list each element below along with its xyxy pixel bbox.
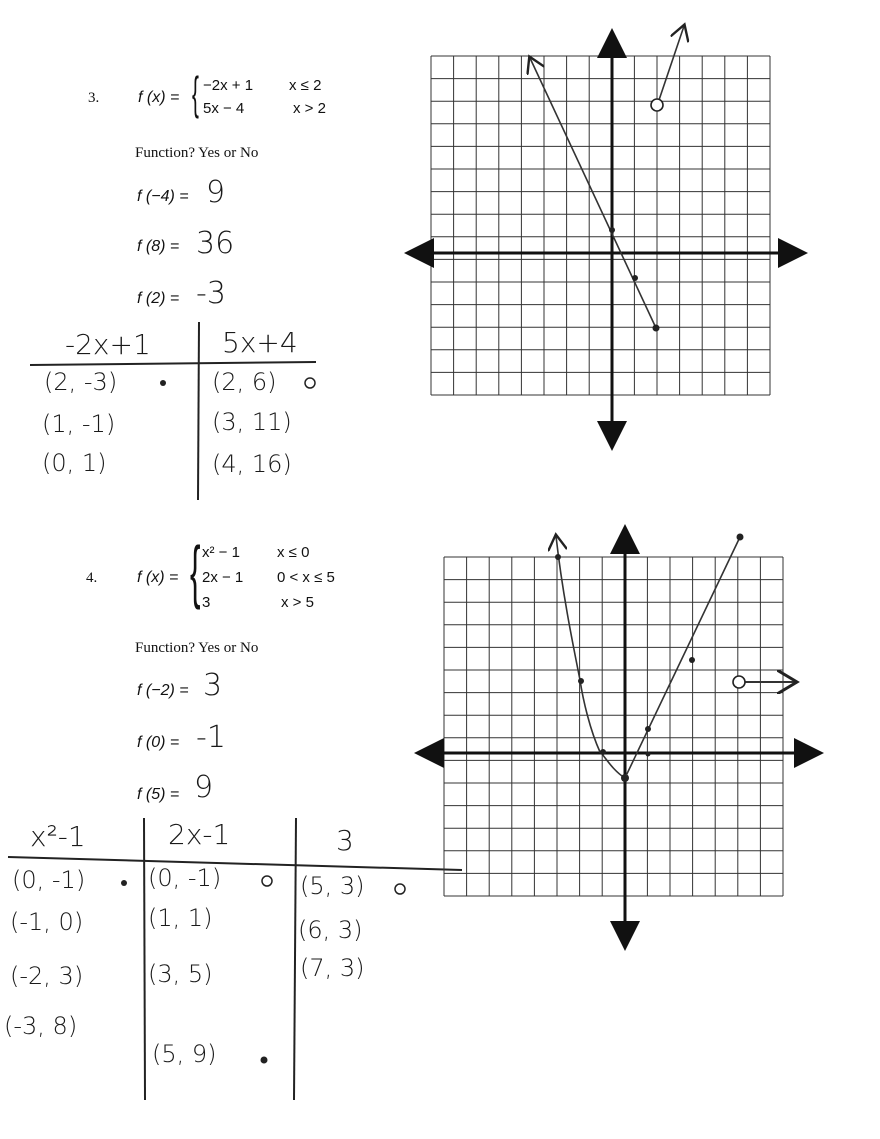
table-cell: (1, -1) xyxy=(42,410,116,438)
closed-point xyxy=(653,325,660,332)
piece-cond: 0 < x ≤ 5 xyxy=(277,569,335,586)
table-cell: (1, 1) xyxy=(148,904,213,932)
closed-point xyxy=(578,678,584,684)
open-point xyxy=(651,99,663,111)
table-cell: (-1, 0) xyxy=(10,908,84,936)
function-label: f (x) = xyxy=(137,569,179,586)
function-question: Function? Yes or No xyxy=(135,145,259,161)
eval-answer: 9 xyxy=(194,770,214,805)
eval-answer: 3 xyxy=(203,668,223,703)
open-dot-marker xyxy=(262,876,272,886)
open-point xyxy=(622,775,628,781)
table-cell: (4, 16) xyxy=(212,450,292,478)
closed-point xyxy=(600,749,606,755)
eval-answer: -3 xyxy=(196,276,226,311)
table-vline xyxy=(294,818,296,1100)
closed-dot-marker xyxy=(121,880,127,886)
coordinate-grid-3 xyxy=(431,56,770,395)
brace: { xyxy=(192,67,199,119)
function-question: Function? Yes or No xyxy=(135,640,259,656)
closed-dot-marker xyxy=(261,1057,268,1064)
table-cell: (6, 3) xyxy=(298,916,363,944)
coordinate-grid-4 xyxy=(444,557,783,896)
table-vline xyxy=(144,818,145,1100)
table-cell: (3, 5) xyxy=(148,960,213,988)
eval-label: f (2) = xyxy=(137,290,180,307)
table-cell: (3, 11) xyxy=(212,408,292,436)
table-header: -2x+1 xyxy=(65,328,151,361)
graph-line-segment xyxy=(625,537,740,778)
piece-cond: x > 5 xyxy=(281,594,314,611)
eval-answer: 9 xyxy=(206,175,226,210)
closed-point xyxy=(737,534,744,541)
function-label: f (x) = xyxy=(138,89,180,106)
table-cell: (0, 1) xyxy=(42,449,107,477)
piece-expr: x² − 1 xyxy=(202,544,240,561)
table-cell: (2, -3) xyxy=(44,368,118,396)
table-cell: (7, 3) xyxy=(300,954,365,982)
table-cell: (-3, 8) xyxy=(4,1012,78,1040)
closed-point xyxy=(632,275,638,281)
table-header: 5x+4 xyxy=(222,326,298,359)
eval-answer: -1 xyxy=(196,720,226,755)
piece-cond: x ≤ 0 xyxy=(277,544,310,561)
eval-label: f (0) = xyxy=(137,734,180,751)
eval-label: f (−2) = xyxy=(137,682,189,699)
table-hline xyxy=(8,857,462,870)
piece-cond: x > 2 xyxy=(293,100,326,117)
table-cell: (-2, 3) xyxy=(10,962,84,990)
table-cell: (0, -1) xyxy=(12,866,86,894)
problem-number: 4. xyxy=(86,570,98,586)
table-hline xyxy=(30,362,316,365)
table-cell: (5, 9) xyxy=(152,1040,217,1068)
graph-line-segment xyxy=(530,58,656,328)
table-cell: (5, 3) xyxy=(300,872,365,900)
table-header: 2x-1 xyxy=(168,818,231,851)
piece-expr: 5x − 4 xyxy=(203,100,245,117)
eval-label: f (−4) = xyxy=(137,188,189,205)
closed-point xyxy=(646,752,651,757)
closed-dot-marker xyxy=(160,380,166,386)
brace: { xyxy=(190,532,201,610)
piece-expr: 2x − 1 xyxy=(202,569,244,586)
closed-point xyxy=(645,726,651,732)
parabola-curve xyxy=(556,536,625,778)
table-vline xyxy=(198,322,199,500)
open-dot-marker xyxy=(395,884,405,894)
eval-label: f (5) = xyxy=(137,786,180,803)
table-header: 3 xyxy=(336,824,354,857)
table-cell: (2, 6) xyxy=(212,368,277,396)
piece-expr: −2x + 1 xyxy=(203,77,254,94)
table-header: x²-1 xyxy=(30,820,86,853)
eval-label: f (8) = xyxy=(137,238,180,255)
closed-point xyxy=(555,554,561,560)
table-cell: (0, -1) xyxy=(148,864,222,892)
open-point xyxy=(733,676,745,688)
open-dot-marker xyxy=(305,378,315,388)
problem-number: 3. xyxy=(88,90,100,106)
piece-expr: 3 xyxy=(202,594,211,611)
closed-point xyxy=(609,227,615,233)
piece-cond: x ≤ 2 xyxy=(289,77,322,94)
eval-answer: 36 xyxy=(196,226,235,261)
closed-point xyxy=(689,657,695,663)
